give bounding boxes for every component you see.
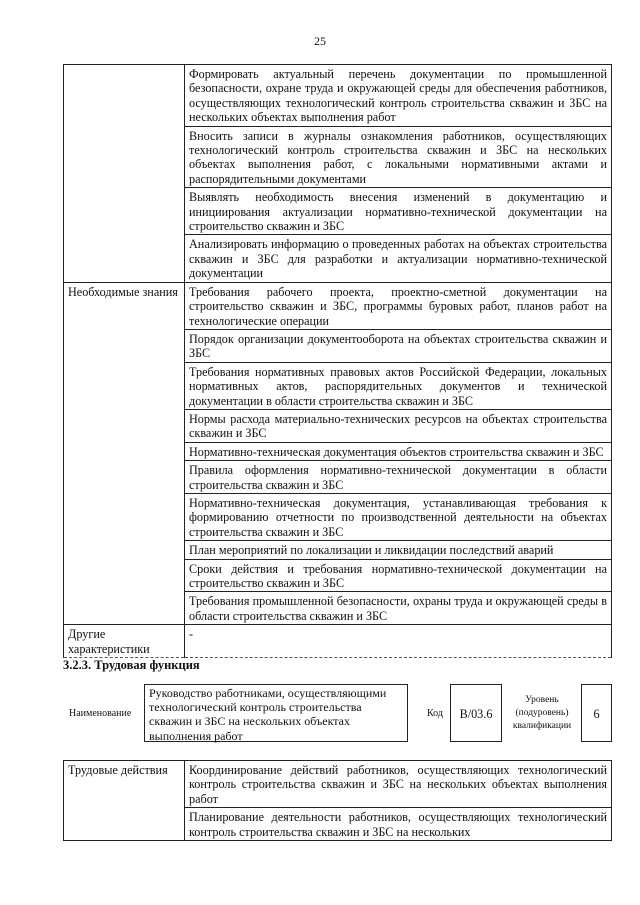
labor-actions-table [63,760,612,841]
knowledge-label: Необходимые знания [64,282,185,625]
function-name: Руководство работниками, осуществляющими технологический контроль строительства скважин и ЗБС на нескольких объектах выполнения работ [144,684,408,742]
table-row [64,65,612,127]
knowledge-item: Требования рабочего проекта, проектно-сметной документации на строительство скважин и ЗБС, программы буровых работ, планов работ на технологические операции [185,282,612,329]
qualification-level-label: Уровень (подуровень) квалификации [512,695,572,731]
labor-action-item: Планирование деятельности работников, осуществляющих технологический контроль строительства скважин и ЗБС на нескольких [185,808,612,841]
knowledge-item: Правила оформления нормативно-технической документации в области строительства скважин и ЗБС [185,461,612,494]
function-code: B/03.6 [450,684,502,742]
knowledge-item: План мероприятий по локализации и ликвидации последствий аварий [185,541,612,559]
skill-item: Анализировать информацию о проведенных работах на объектах строительства скважин и ЗБС для разработки и актуализации нормативно-технической документации [185,235,612,282]
skill-item: Формировать актуальный перечень документации по промышленной безопасности, охране труда и окружающей среды для обеспечения работников, осуществляющих технологический контроль строительства скважин и ЗБС на нескольких объектах выполнения работ [185,65,612,127]
table-row [64,761,612,808]
code-label: Код [427,708,443,719]
table-row [64,282,612,329]
knowledge-item: Нормы расхода материально-технических ресурсов на объектах строительства скважин и ЗБС [185,409,612,442]
other-characteristics-value: - [185,625,612,658]
table-row [64,625,612,658]
labor-actions-label: Трудовые действия [64,761,185,841]
name-label: Наименование [69,708,132,719]
knowledge-item: Сроки действия и требования нормативно-технической документации на строительство скважин и ЗБС [185,559,612,592]
skills-knowledge-table [63,64,612,658]
other-characteristics-label: Другие характеристики [64,625,185,658]
labor-action-item: Координирование действий работников, осуществляющих технологический контроль строительства скважин и ЗБС на нескольких объектах выполнения работ [185,761,612,808]
skill-item: Вносить записи в журналы ознакомления работников, осуществляющих технологический контроль строительства скважин и ЗБС на нескольких объектах выполнения работ, с локальными нормативными актами и распорядительными документами [185,126,612,188]
knowledge-item: Нормативно-техническая документация объектов строительства скважин и ЗБС [185,442,612,460]
knowledge-item: Нормативно-техническая документация, устанавливающая требования к формированию отчетности по производственной деятельности на объектах строительства скважин и ЗБС [185,493,612,540]
page-number: 25 [314,34,326,48]
labor-function-header [63,684,612,746]
skill-item: Выявлять необходимость внесения изменений в документацию и инициирования актуализации нормативно-технической документации на строительство скважин и ЗБС [185,188,612,235]
knowledge-item: Требования нормативных правовых актов Российской Федерации, локальных нормативных актов, распорядительных документов и технической документации в области строительства скважин и ЗБС [185,362,612,409]
knowledge-item: Требования промышленной безопасности, охраны труда и окружающей среды в области строительства скважин и ЗБС [185,592,612,625]
section-title: 3.2.3. Трудовая функция [63,658,200,672]
qualification-level: 6 [581,684,612,742]
skills-label-cell [64,65,185,283]
knowledge-item: Порядок организации документооборота на объектах строительства скважин и ЗБС [185,329,612,362]
